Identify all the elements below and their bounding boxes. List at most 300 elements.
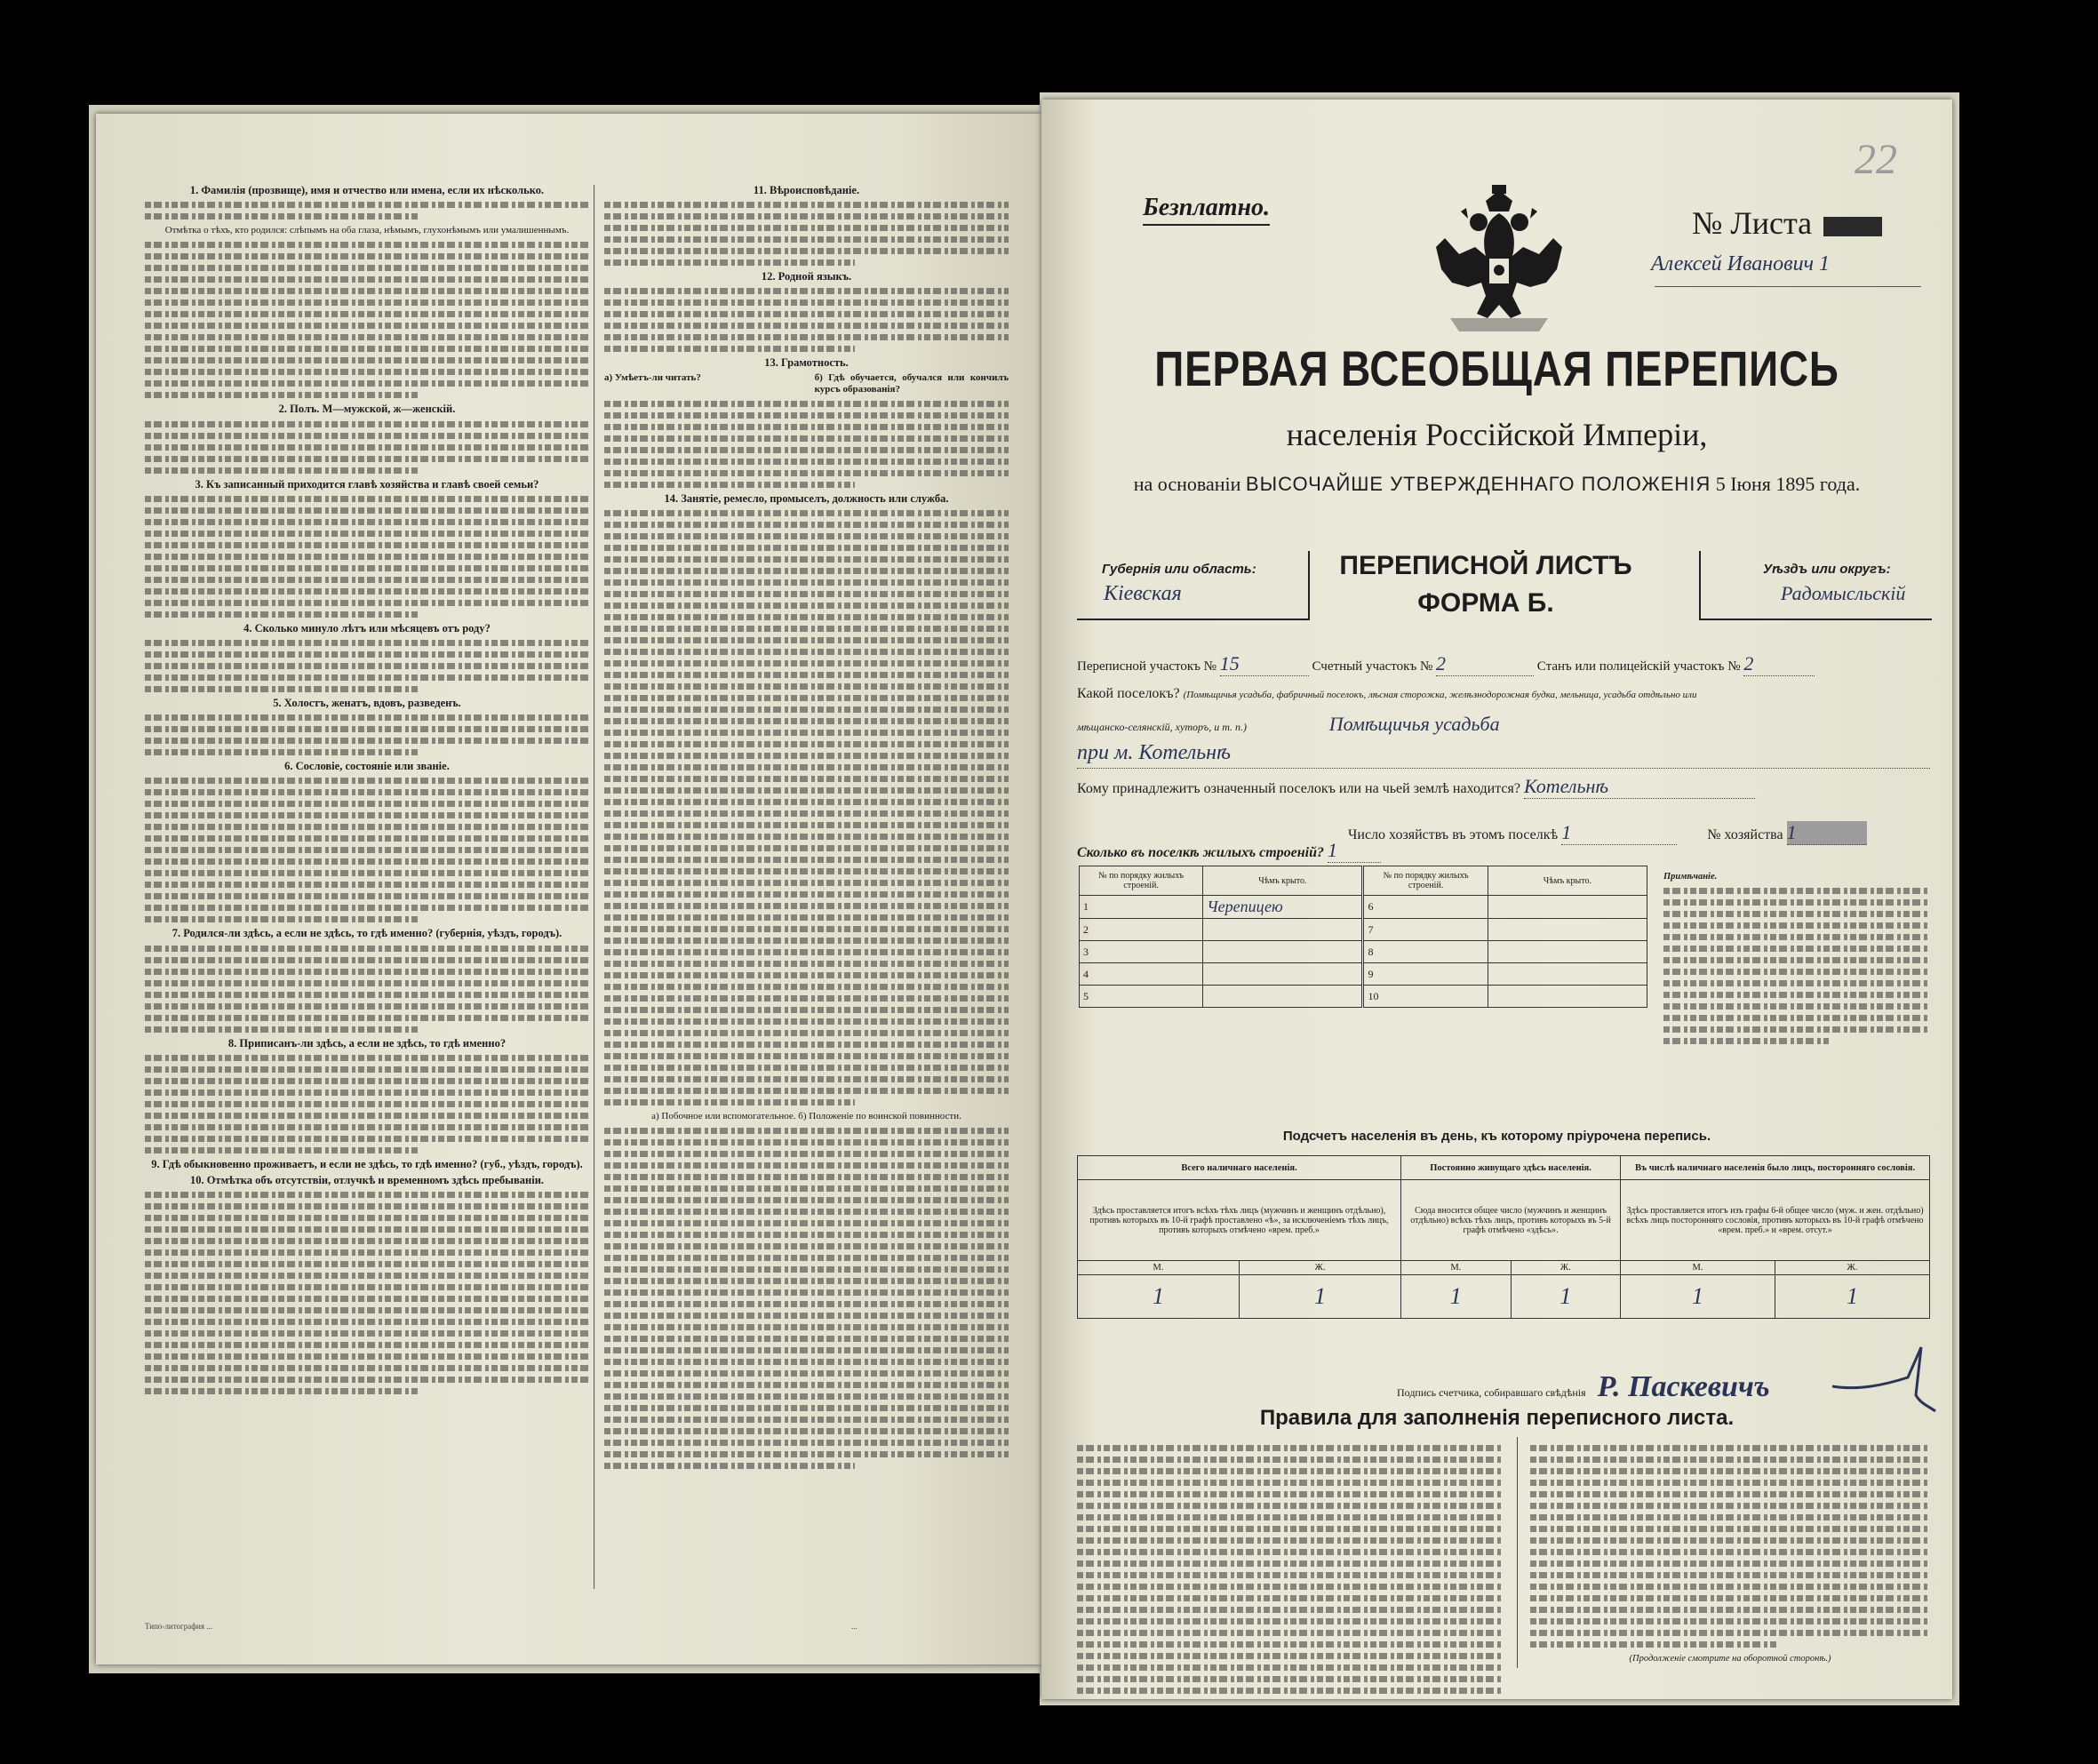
text-line — [604, 1347, 1009, 1353]
text-line — [1530, 1457, 1930, 1463]
text-line — [1077, 1653, 1504, 1659]
instruction-heading: 5. Холостъ, женатъ, вдовъ, разведенъ. — [273, 697, 461, 710]
text-line — [1530, 1526, 1930, 1532]
text-line — [145, 957, 589, 963]
text-line — [1663, 911, 1930, 917]
gubernia-label: Губернія или область: — [1102, 562, 1256, 577]
sheet-handwriting: Алексей Иванович 1 — [1651, 252, 1831, 275]
poselok-hint-row: мѣщанско-селянскій, хуторъ, и т. п.) Помѣщичья усадьба — [1077, 713, 1500, 735]
building-roof — [1488, 919, 1647, 941]
count-head-m: М. — [1621, 1261, 1775, 1275]
text-line — [604, 1076, 1009, 1082]
building-number: 4 — [1080, 963, 1203, 986]
text-line — [604, 259, 855, 266]
text-line — [604, 225, 1009, 231]
poselok-underline — [1077, 768, 1930, 769]
text-line — [145, 1136, 589, 1142]
text-line — [145, 651, 589, 658]
text-line — [1663, 888, 1930, 894]
text-line — [145, 916, 420, 922]
text-line — [604, 1162, 1009, 1169]
text-line — [1077, 1630, 1504, 1636]
census-subtitle: населенія Россійской Имперіи, — [1286, 417, 1708, 452]
sheet-number-label: № Листа — [1692, 204, 1882, 242]
text-line — [1663, 969, 1930, 975]
text-line — [604, 649, 1009, 655]
gubernia-box — [1077, 551, 1310, 620]
text-line — [604, 1301, 1009, 1307]
building-roof — [1488, 986, 1647, 1008]
instruction-heading: 1. Фамилія (прозвище), имя и отчество или имена, если их нѣсколько. — [189, 184, 545, 196]
text-line — [145, 1353, 589, 1360]
signature-flourish-icon — [1823, 1342, 1939, 1413]
text-line — [1663, 1003, 1930, 1010]
text-line — [145, 1147, 420, 1153]
form-title-line2: ФОРМА Б. — [1417, 588, 1554, 618]
text-line — [145, 1066, 589, 1073]
text-line — [604, 706, 1009, 713]
count-value: 1 — [1401, 1275, 1511, 1319]
text-line — [604, 1278, 1009, 1284]
text-line — [604, 938, 1009, 944]
rules-divider — [1517, 1437, 1518, 1668]
text-line — [604, 776, 1009, 782]
text-line — [604, 995, 1009, 1002]
text-line — [604, 579, 1009, 586]
instruction-heading: 7. Родился-ли здѣсь, а если не здѣсь, то гдѣ именно? (губернія, уѣздъ, городъ). — [172, 927, 562, 940]
text-line — [1663, 899, 1930, 906]
text-line — [1663, 980, 1930, 986]
text-line — [145, 1284, 589, 1290]
text-line — [604, 1336, 1009, 1342]
text-line — [145, 1113, 589, 1119]
text-line — [604, 1018, 1009, 1025]
count-head-m: М. — [1401, 1261, 1511, 1275]
text-line — [145, 1124, 589, 1130]
text-line — [1530, 1560, 1930, 1567]
text-line — [604, 470, 1009, 476]
stan-value: 2 — [1743, 652, 1815, 676]
text-line — [604, 591, 1009, 597]
text-line — [604, 1042, 1009, 1048]
instruction-heading: 12. Родной языкъ. — [761, 270, 852, 283]
text-line — [604, 435, 1009, 442]
text-line — [145, 519, 589, 525]
text-line — [145, 812, 589, 818]
text-line — [604, 914, 1009, 921]
household-no-value: 1 — [1787, 821, 1867, 845]
text-line — [145, 969, 589, 975]
text-line — [1663, 1038, 1829, 1044]
text-line — [604, 311, 1009, 317]
text-line — [604, 482, 855, 488]
building-number: 8 — [1363, 941, 1488, 963]
text-line — [604, 1243, 1009, 1249]
text-line — [1077, 1560, 1504, 1567]
text-line — [145, 265, 589, 271]
text-line — [1530, 1514, 1930, 1521]
text-line — [604, 213, 1009, 220]
text-line — [145, 1307, 589, 1313]
buildings-col-no-2: № по порядку жилыхъ строеній. — [1363, 866, 1488, 896]
text-line — [145, 1090, 589, 1096]
text-line — [145, 507, 589, 514]
instruction-heading: 6. Сословіе, состояніе или званіе. — [284, 760, 450, 773]
building-roof — [1488, 963, 1647, 986]
text-line — [604, 741, 1009, 747]
text-line — [604, 568, 1009, 574]
text-line — [604, 248, 1009, 254]
text-line — [145, 870, 589, 876]
owner-row: Кому принадлежитъ означенный поселокъ или на чьей землѣ находится? Котельнѣ — [1077, 775, 1755, 799]
sheet-number-stamp — [1823, 217, 1882, 236]
text-line — [145, 893, 589, 899]
text-line — [604, 1289, 1009, 1296]
buildings-row — [1080, 963, 1647, 986]
text-line — [145, 749, 420, 755]
text-line — [604, 891, 1009, 898]
uezd-box — [1699, 551, 1932, 620]
text-line — [1077, 1549, 1504, 1555]
count-desc-other-estate: Здѣсь проставляется итогъ изъ графы 6-й общее число (муж. и жен. отдѣльно) всѣхъ лицъ посторонняго сословія, противъ которыхъ въ 10-й графѣ отмѣчено «врем. преб.» и «врем. отсут.» — [1621, 1180, 1930, 1261]
text-line — [145, 847, 589, 853]
buildings-row — [1080, 919, 1647, 941]
text-line — [145, 726, 589, 732]
text-line — [1077, 1468, 1504, 1474]
poselok-hand-value-1: Помѣщичья усадьба — [1328, 713, 1500, 735]
instruction-heading: 3. Къ записанный приходится главѣ хозяйства и главѣ своей семьи? — [195, 477, 539, 491]
count-value: 1 — [1078, 1275, 1240, 1319]
instruction-subheadings — [604, 372, 1009, 395]
count-head-zh: Ж. — [1775, 1261, 1929, 1275]
instructions-column-2 — [604, 180, 1009, 1474]
count-value: 1 — [1775, 1275, 1929, 1319]
census-title: ПЕРВАЯ ВСЕОБЩАЯ ПЕРЕПИСЬ — [1154, 340, 1839, 396]
text-line — [145, 738, 589, 744]
text-line — [145, 980, 589, 986]
text-line — [604, 603, 1009, 609]
text-line — [604, 730, 1009, 736]
text-line — [1530, 1445, 1930, 1451]
text-line — [604, 822, 1009, 828]
rules-column-left — [1077, 1440, 1504, 1699]
text-line — [604, 1174, 1009, 1180]
text-line — [145, 1273, 589, 1279]
owner-value: Котельнѣ — [1524, 775, 1755, 799]
text-line — [604, 545, 1009, 551]
text-line — [1077, 1503, 1504, 1509]
text-line — [145, 1319, 589, 1325]
text-line — [604, 533, 1009, 539]
text-line — [604, 447, 1009, 453]
text-line — [145, 611, 420, 618]
text-line — [604, 857, 1009, 863]
text-line — [604, 1128, 1009, 1134]
building-number: 9 — [1363, 963, 1488, 986]
text-line — [145, 1015, 589, 1021]
text-line — [145, 433, 589, 439]
text-line — [145, 663, 589, 669]
text-line — [145, 1226, 589, 1233]
text-line — [145, 542, 589, 548]
text-line — [1663, 934, 1930, 940]
text-line — [604, 334, 1009, 340]
rules-footnote: (Продолженіе смотрите на оборотной сторонѣ.) — [1629, 1654, 1831, 1664]
text-line — [604, 1185, 1009, 1192]
text-line — [1663, 1015, 1930, 1021]
text-line — [604, 299, 1009, 306]
text-line — [1530, 1607, 1930, 1613]
uezd-value: Радомысльскій — [1781, 582, 1906, 604]
text-line — [604, 288, 1009, 294]
free-label: Безплатно. — [1143, 194, 1271, 221]
text-line — [1077, 1457, 1504, 1463]
poselok-hand-row — [1077, 741, 1231, 765]
text-line — [604, 834, 1009, 840]
text-line — [604, 346, 855, 352]
text-line — [145, 346, 589, 352]
text-line — [1530, 1491, 1930, 1497]
text-line — [145, 1215, 589, 1221]
text-line — [1530, 1549, 1930, 1555]
text-line — [145, 554, 589, 560]
text-line — [1663, 992, 1930, 998]
text-line — [145, 299, 589, 306]
text-line — [604, 903, 1009, 909]
text-line — [1530, 1537, 1930, 1544]
text-line — [145, 202, 589, 208]
text-line — [604, 1030, 1009, 1036]
text-line — [604, 1220, 1009, 1226]
instructions-column-1 — [145, 180, 589, 1400]
building-roof — [1488, 896, 1647, 919]
poselok-row: Какой поселокъ? (Помѣщичья усадьба, фабричный поселокъ, лѣсная сторожка, желѣзнодорожная будка, мельница, усадьба отдѣльно или — [1077, 686, 1697, 701]
count-value: 1 — [1240, 1275, 1401, 1319]
building-roof: Черепицею — [1203, 896, 1363, 919]
text-line — [604, 1417, 1009, 1423]
buildings-col-roof-2: Чѣмъ крыто. — [1488, 866, 1647, 896]
instruction-heading: 13. Грамотность. — [764, 356, 849, 370]
text-line — [1530, 1630, 1930, 1636]
text-line — [145, 674, 589, 681]
text-line — [604, 626, 1009, 632]
count-head-zh: Ж. — [1240, 1261, 1401, 1275]
text-line — [145, 1330, 589, 1337]
text-line — [604, 753, 1009, 759]
text-line — [604, 412, 1009, 419]
text-line — [145, 835, 589, 842]
building-number: 10 — [1363, 986, 1488, 1008]
text-line — [1663, 957, 1930, 963]
text-line — [145, 588, 589, 595]
rules-column-right — [1530, 1440, 1930, 1664]
text-line — [145, 1377, 589, 1383]
count-col-present: Всего наличнаго населенія. — [1078, 1156, 1401, 1180]
count-value: 1 — [1621, 1275, 1775, 1319]
text-line — [604, 880, 1009, 886]
text-line — [604, 1440, 1009, 1446]
text-line — [145, 946, 589, 952]
text-line — [1530, 1572, 1930, 1578]
households-value: 1 — [1561, 821, 1677, 845]
text-line — [1077, 1641, 1504, 1648]
text-line — [604, 984, 1009, 990]
instruction-heading: 10. Отмѣтка объ отсутствіи, отлучкѣ и временномъ здѣсь пребываніи. — [189, 1174, 545, 1187]
text-line — [604, 637, 1009, 643]
sheet-hand-underline — [1655, 286, 1921, 287]
text-line — [145, 1261, 589, 1267]
instruction-heading: 14. Занятіе, ремесло, промыселъ, должность или служба. — [664, 492, 949, 506]
instruction-note: а) Побочное или вспомогательное. б) Положеніе по воинской повинности. — [651, 1111, 961, 1122]
text-line — [145, 456, 589, 462]
text-line — [604, 614, 1009, 620]
text-line — [145, 276, 589, 283]
text-line — [604, 1405, 1009, 1411]
building-number: 1 — [1080, 896, 1203, 919]
instruction-heading: 9. Гдѣ обыкновенно проживаетъ, и если не здѣсь, то гдѣ именно? (губ., уѣздъ, городъ). — [151, 1157, 583, 1170]
count-desc-permanent: Сюда вносится общее число (мужчинъ и женщинъ отдѣльно) всѣхъ тѣхъ лицъ, противъ которыхъ въ 5-й графѣ отмѣчено «здѣсь». — [1401, 1180, 1621, 1261]
buildings-table — [1079, 866, 1647, 1008]
text-line — [604, 764, 1009, 770]
text-line — [604, 510, 1009, 516]
note-text: Примѣчаніе. — [1663, 871, 1930, 1050]
text-line — [604, 236, 1009, 243]
rules-title: Правила для заполненія переписного листа. — [1259, 1406, 1735, 1430]
text-line — [145, 1078, 589, 1084]
text-line — [145, 1249, 589, 1256]
count-head-m: М. — [1078, 1261, 1240, 1275]
text-line — [604, 1197, 1009, 1203]
text-line — [604, 323, 1009, 329]
text-line — [604, 1139, 1009, 1145]
text-line — [604, 799, 1009, 805]
text-line — [145, 600, 589, 606]
text-line — [1077, 1526, 1504, 1532]
text-line — [1077, 1572, 1504, 1578]
text-line — [145, 392, 420, 398]
printer-footer-right: ... — [851, 1622, 858, 1631]
households-row: Число хозяйствъ въ этомъ поселкѣ 1 № хозяйства 1 — [1348, 821, 1867, 845]
buildings-col-no-1: № по порядку жилыхъ строеній. — [1080, 866, 1203, 896]
text-line — [604, 1451, 1009, 1457]
text-line — [604, 660, 1009, 666]
text-line — [145, 288, 589, 294]
text-line — [1077, 1480, 1504, 1486]
building-number: 6 — [1363, 896, 1488, 919]
building-roof — [1203, 963, 1363, 986]
text-line — [604, 401, 1009, 407]
building-number: 7 — [1363, 919, 1488, 941]
text-line — [1077, 1618, 1504, 1624]
schetny-value: 2 — [1436, 652, 1534, 676]
text-line — [604, 1007, 1009, 1013]
instruction-subheading: а) Умѣетъ-ли читать? — [604, 371, 701, 383]
text-line — [604, 1065, 1009, 1071]
gubernia-value: Кіевская — [1104, 582, 1182, 605]
census-legal-basis: на основаніи ВЫСОЧАЙШЕ УТВЕРЖДЕННАГО ПОЛОЖЕНІЯ 5 Іюня 1895 года. — [1133, 473, 1861, 495]
text-line — [145, 1296, 589, 1302]
text-line — [145, 1238, 589, 1244]
text-line — [145, 531, 589, 537]
text-line — [145, 311, 589, 317]
instruction-heading: 2. Полъ. М—мужской, ж—женскій. — [278, 403, 456, 416]
text-line — [1663, 1026, 1930, 1033]
text-line — [604, 972, 1009, 978]
text-line — [1077, 1491, 1504, 1497]
text-line — [1077, 1445, 1504, 1451]
text-line — [604, 459, 1009, 465]
text-line — [1077, 1595, 1504, 1601]
text-line — [145, 496, 589, 502]
text-line — [604, 810, 1009, 817]
count-desc-present: Здѣсь проставляется итогъ всѣхъ тѣхъ лицъ (мужчинъ и женщинъ отдѣльно), противъ которыхъ въ 10-й графѣ проставлено «ѣ», за исключеніемъ тѣхъ лицъ, противъ которыхъ отмѣчено «врем. преб.» — [1078, 1180, 1401, 1261]
count-head-zh: Ж. — [1511, 1261, 1621, 1275]
text-line — [604, 1313, 1009, 1319]
text-line — [145, 242, 589, 248]
census-form-page — [1041, 100, 1952, 1699]
population-count-table — [1077, 1155, 1930, 1319]
buildings-row — [1080, 941, 1647, 963]
text-line — [145, 444, 589, 451]
text-line — [145, 253, 589, 259]
text-line — [1077, 1584, 1504, 1590]
text-line — [145, 778, 589, 784]
text-line — [604, 1255, 1009, 1261]
text-line — [604, 424, 1009, 430]
text-line — [1077, 1537, 1504, 1544]
text-line — [145, 577, 589, 583]
buildings-row: Сколько въ поселкѣ жилыхъ строеній? 1 — [1077, 839, 1381, 863]
left-page — [96, 114, 1041, 1664]
text-line — [604, 949, 1009, 955]
text-line — [145, 565, 589, 571]
text-line — [604, 1428, 1009, 1434]
text-line — [604, 1232, 1009, 1238]
count-col-other-estate: Въ числѣ наличнаго населенія было лицъ, посторонняго сословія. — [1621, 1156, 1930, 1180]
text-line — [604, 1151, 1009, 1157]
form-title — [1308, 551, 1663, 619]
text-line — [604, 787, 1009, 794]
building-number: 3 — [1080, 941, 1203, 963]
text-line — [1530, 1584, 1930, 1590]
building-roof — [1203, 986, 1363, 1008]
text-line — [604, 1209, 1009, 1215]
buildings-value: 1 — [1328, 839, 1381, 863]
text-line — [1530, 1595, 1930, 1601]
text-line — [604, 1324, 1009, 1330]
text-line — [604, 695, 1009, 701]
text-line — [1077, 1688, 1504, 1694]
text-line — [604, 1382, 1009, 1388]
text-line — [145, 380, 589, 387]
buildings-row — [1080, 986, 1647, 1008]
text-line — [1077, 1607, 1504, 1613]
text-line — [604, 1370, 1009, 1377]
imperial-eagle-icon — [1432, 185, 1566, 336]
text-line — [145, 1365, 589, 1371]
building-roof — [1203, 919, 1363, 941]
building-number: 5 — [1080, 986, 1203, 1008]
text-line — [604, 845, 1009, 851]
printer-footer-left: Типо-литография ... — [145, 1622, 212, 1631]
uchastok-value: 15 — [1220, 652, 1309, 676]
building-number: 2 — [1080, 919, 1203, 941]
instruction-heading: 8. Приписанъ-ли здѣсь, а если не здѣсь, то гдѣ именно? — [227, 1036, 507, 1050]
text-line — [145, 1388, 420, 1394]
text-line — [604, 961, 1009, 967]
text-line — [145, 1101, 589, 1107]
text-line — [1530, 1480, 1930, 1486]
